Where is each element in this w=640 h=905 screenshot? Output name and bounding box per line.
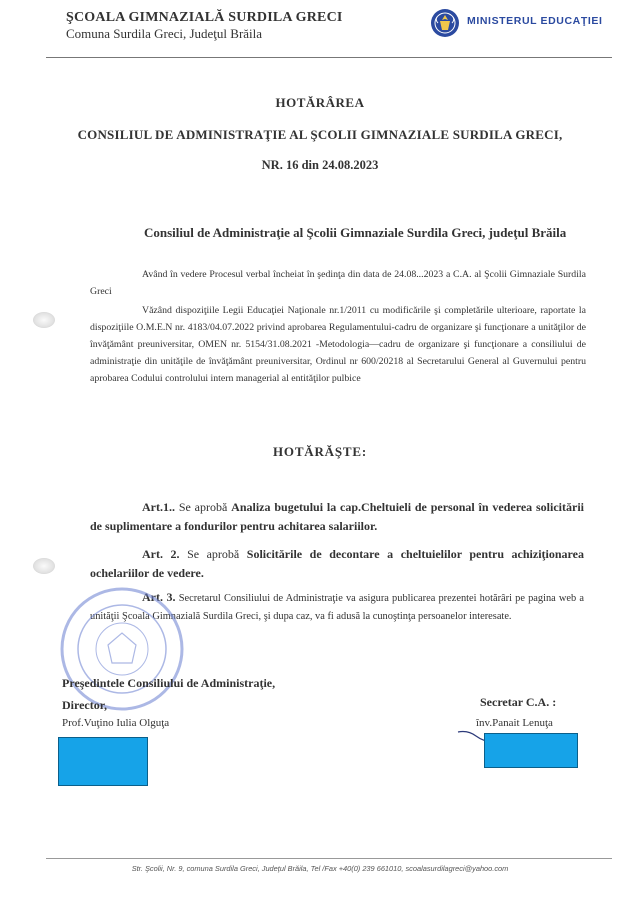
article-label: Art. 2. [142,547,180,561]
decides-heading: HOTĂRĂŞTE: [273,444,367,459]
article-label: Art. 3. [142,590,176,604]
council-title: CONSILIUL DE ADMINISTRAŢIE AL ŞCOLII GIMNAZIALE SURDILA GRECI, [77,127,563,142]
decision-title: HOTĂRÂREA [275,95,365,110]
president-title: Preşedintele Consiliului de Administraţie, [62,676,276,690]
official-stamp-icon [58,585,186,713]
secretary-name: înv.Panait Lenuţa [476,717,553,729]
school-name: ŞCOALA GIMNAZIALĂ SURDILA GRECI [66,10,343,25]
footer-divider [46,858,612,859]
article-3: Art. 3. Secretarul Consiliului de Administraţie va asigura publicarea prezentei hotărâri pe pagina web a unităţii Şcoala Gimnazială Surdila Greci, şi dupa caz, va fi adusă la cunoştinţa persoanelor interesate. [90,590,584,622]
redacted-signature-left [58,737,148,786]
school-address: Comuna Surdila Greci, Judeţul Brăila [66,26,263,41]
council-heading: Consiliul de Administraţie al Şcolii Gimnaziale Surdila Greci, judeţul Brăila [144,225,567,240]
article-1: Art.1.. Se aprobă Analiza bugetului la cap.Cheltuieli de personal în vederea solicitării de suplimentare a fondurilor pentru achitarea salariilor. [90,500,584,533]
preamble-paragraph-2: Văzând dispoziţiile Legii Educaţiei Naţionale nr.1/2011 cu modificările şi completările ulterioare, raportate la dispoziţiile O.M.E.N nr. 4183/04.07.2022 privind aprobarea Regulamentului-cadru de organizare şi funcţionare a unităţilor de învăţământ preuniversitar, OMEN nr. 5154/31.08.2021 -Metodologia—cadru de organizare şi funcţionare a consiliului de administraţie din unităţile de învăţământ preuniversitar, Ordinul nr 600/20218 al Secretarului General al Guvernului pentru aprobarea Codului controlului intern managerial al entităţilor pulbice [90,305,586,384]
ministry-crest-icon [430,8,460,38]
decision-number: NR. 16 din 24.08.2023 [261,158,379,172]
preamble-paragraph-1: Având în vedere Procesul verbal încheiat în şedinţa din data de 24.08...2023 a C.A. al Şcolii Gimnaziale Surdila Greci [90,269,586,297]
punch-hole [33,558,55,574]
director-title: Director, [62,698,107,712]
redacted-signature-right [484,733,578,768]
punch-hole [33,312,55,328]
header-divider [46,57,612,58]
footer-address: Str. Şcolii, Nr. 9, comuna Surdila Greci, Judeţul Brăila, Tel /Fax +40(0) 239 661010, scoalasurdilagreci@yahoo.com [131,864,509,873]
director-name: Prof.Vuţino Iulia Olguţa [62,717,170,729]
article-2: Art. 2. Se aprobă Solicitările de decontare a cheltuielilor pentru achiziţionarea ochelariilor de vedere. [90,547,584,580]
article-label: Art.1.. [142,500,175,514]
ministry-name: MINISTERUL EDUCAŢIEI [467,15,603,27]
secretary-title: Secretar C.A. : [480,695,557,709]
